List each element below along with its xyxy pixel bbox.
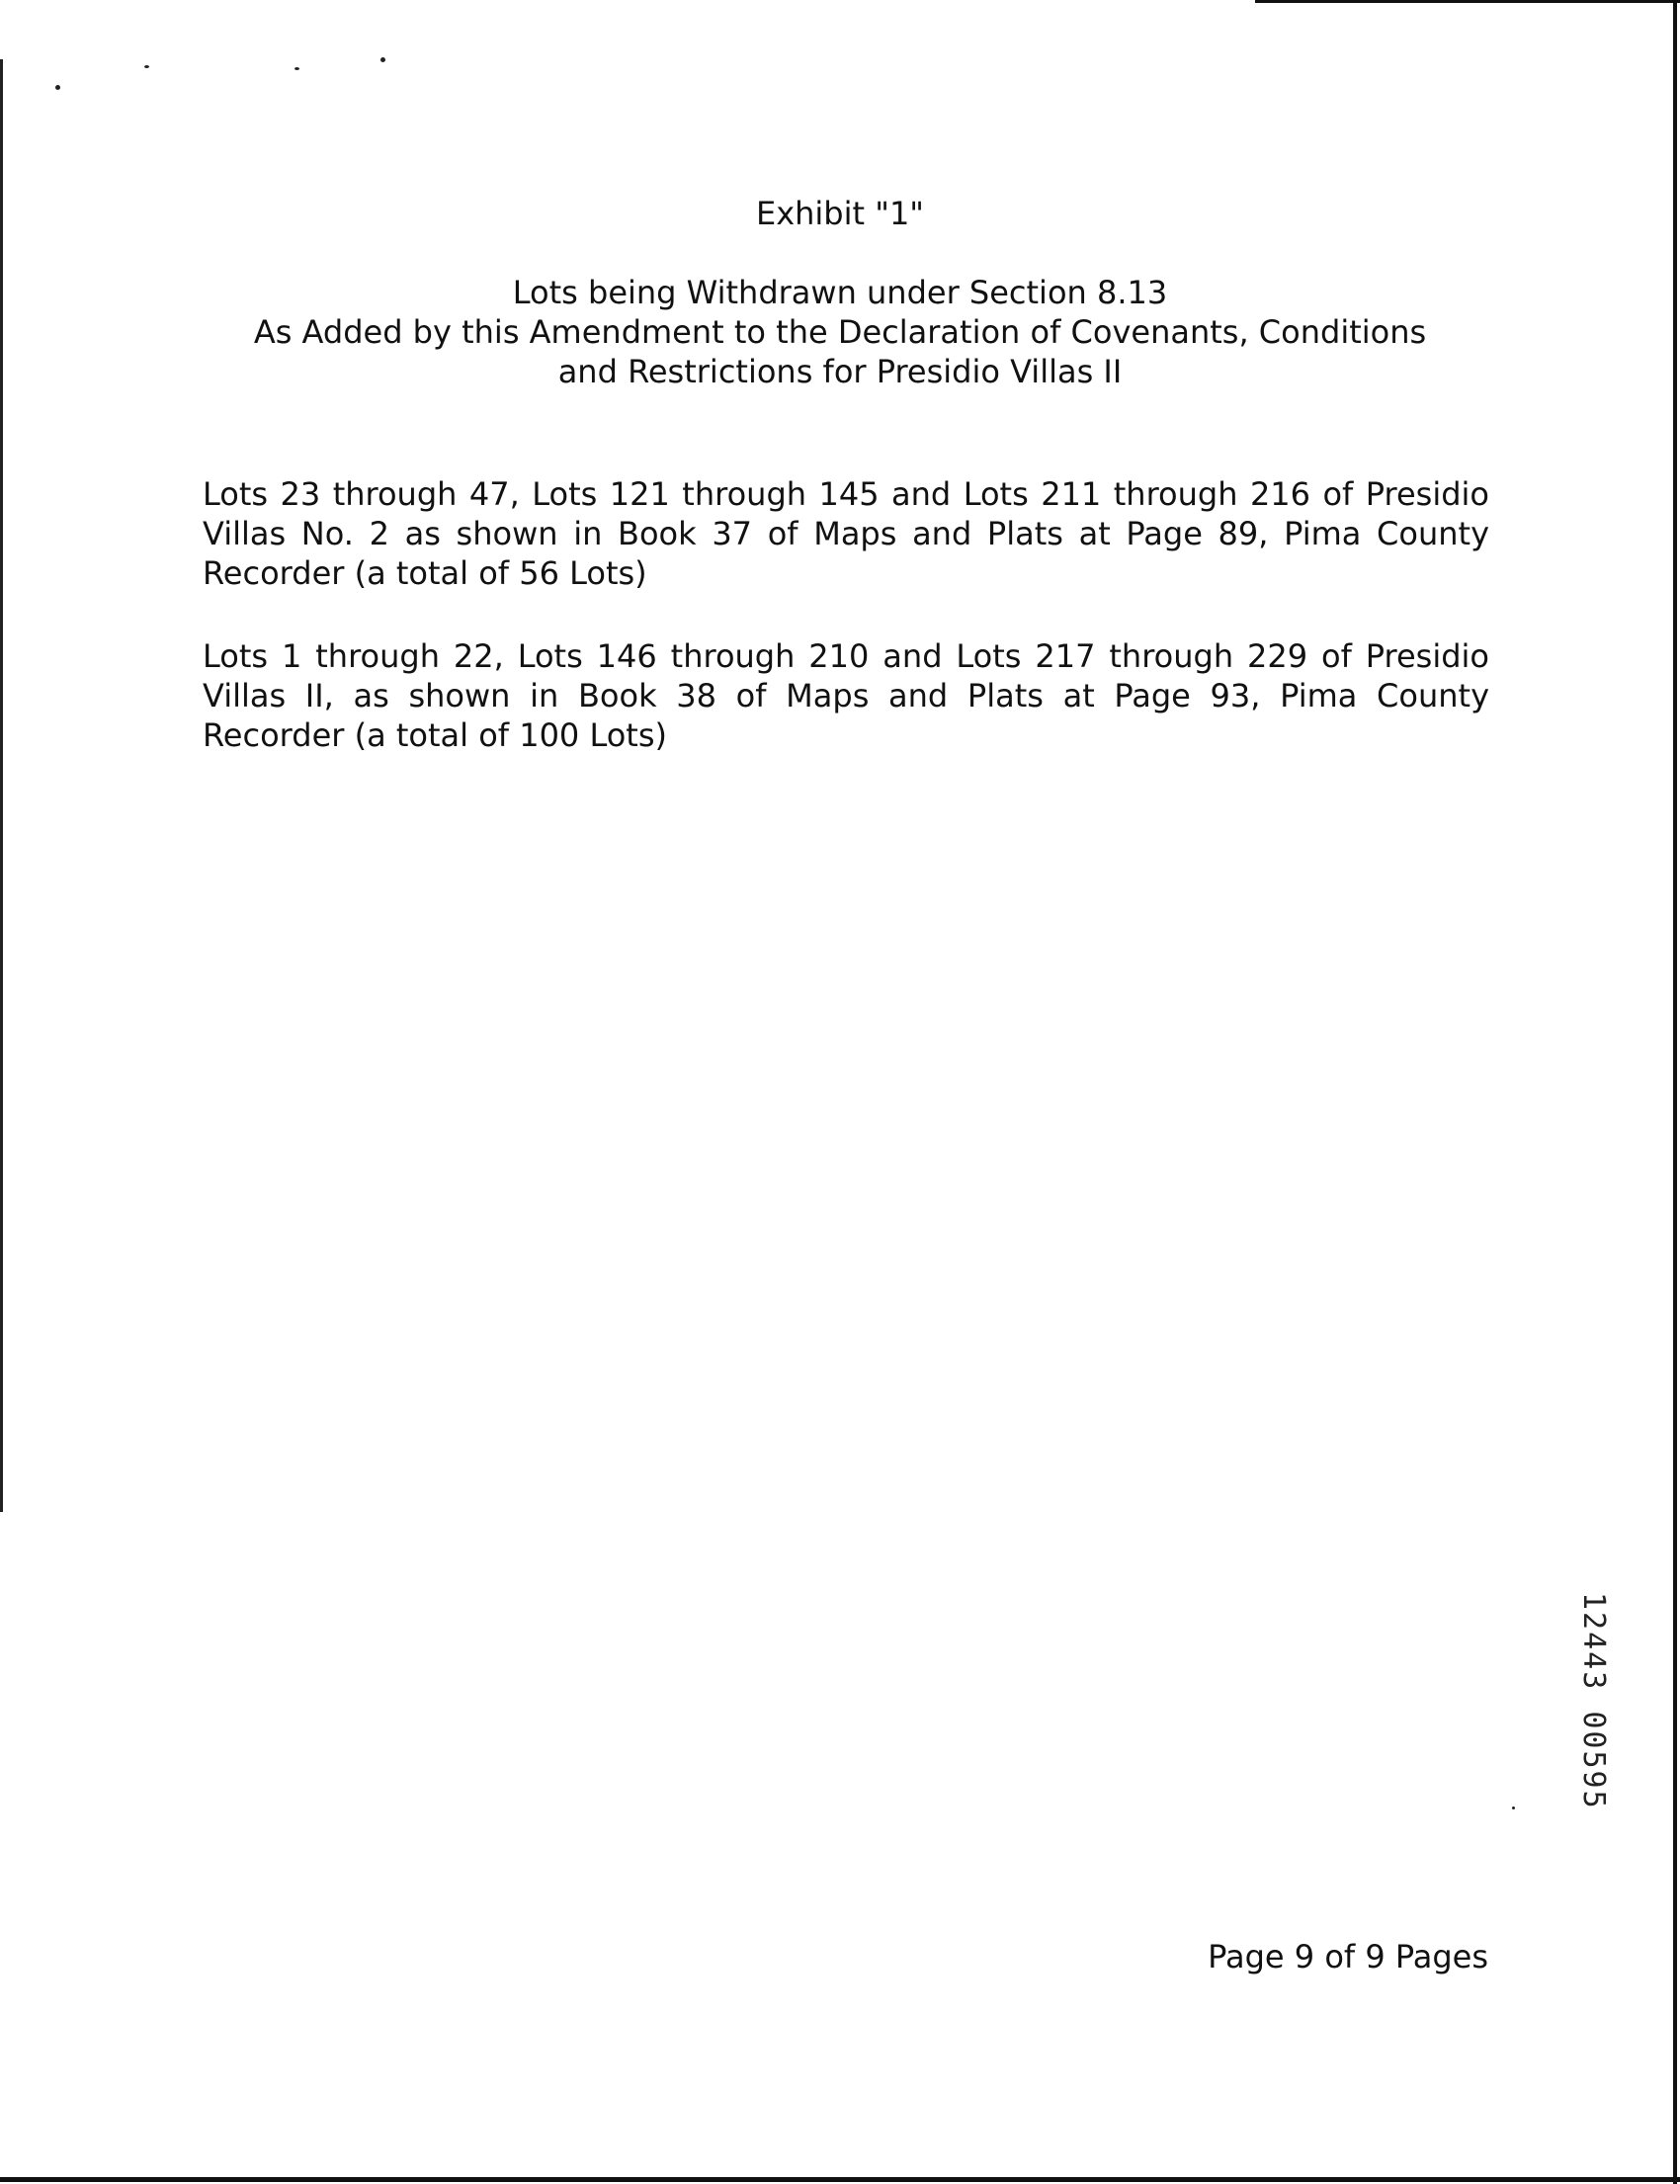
recording-stamp: 12443 00595 [1576, 1592, 1611, 1810]
scan-speck [144, 65, 149, 68]
scan-speck [294, 67, 299, 70]
scan-edge-bottom [0, 2177, 1680, 2182]
lot-description-paragraph: Lots 1 through 22, Lots 146 through 210 and Lots 217 through 229 of Presidio Villas II, as shown in Book 38 of Maps and Plats at Page 93, Pima County Recorder (a total of 100 Lots) [203, 637, 1489, 754]
scan-edge-top [1255, 0, 1680, 3]
scan-speck [1512, 1806, 1515, 1809]
subtitle-line: and Restrictions for Presidio Villas II [557, 353, 1123, 390]
exhibit-title: Exhibit "1" [755, 195, 925, 232]
lot-description-paragraph: Lots 23 through 47, Lots 121 through 145 and Lots 211 through 216 of Presidio Villas No. 2 as shown in Book 37 of Maps and Plats at Page 89, Pima County Recorder (a total of 56 Lots) [203, 475, 1489, 592]
page-number: Page 9 of 9 Pages [1208, 1938, 1488, 1975]
exhibit-subtitle [0, 273, 1680, 391]
subtitle-line: Lots being Withdrawn under Section 8.13 [512, 274, 1168, 311]
subtitle-line: As Added by this Amendment to the Declaration of Covenants, Conditions [253, 313, 1427, 351]
scan-speck [55, 85, 60, 90]
scan-speck [380, 57, 385, 62]
